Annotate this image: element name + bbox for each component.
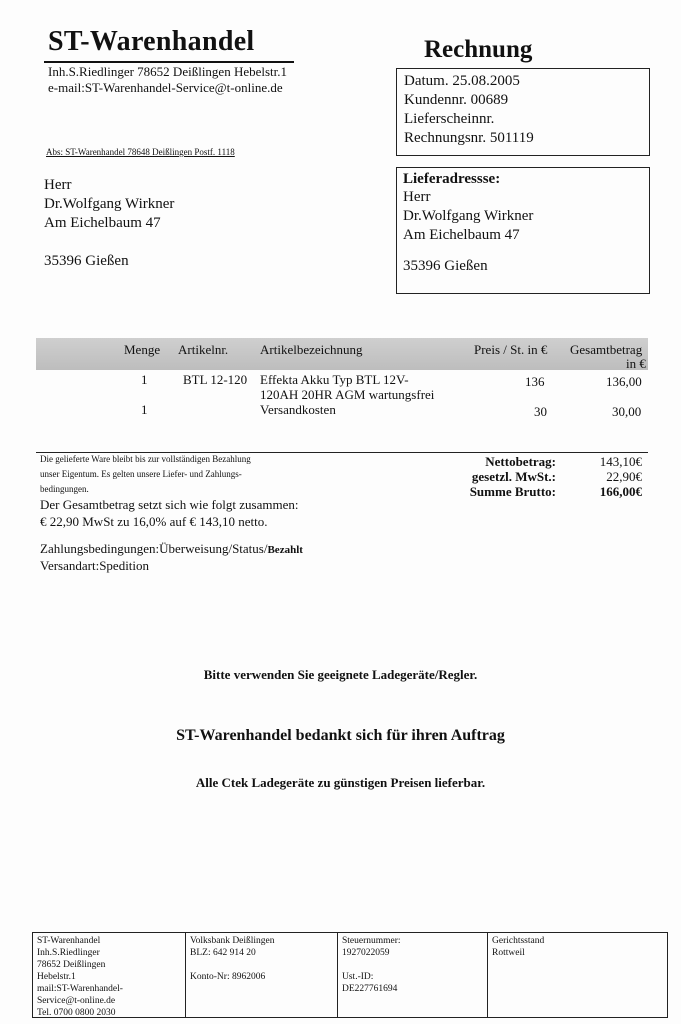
vat-id-label: Ust.-ID: [342, 972, 374, 982]
vat-row [440, 469, 646, 484]
row-description-line1: Versandkosten [260, 402, 336, 417]
invoice-title: Rechnung [424, 36, 533, 63]
delivery-street: Am Eichelbaum 47 [403, 227, 520, 243]
bank-blz: BLZ: 642 914 20 [190, 948, 256, 958]
footer-table [32, 932, 668, 1018]
col-unit-price: Preis / St. in € [474, 342, 548, 357]
delivery-salutation: Herr [403, 189, 431, 205]
ctek-message: Alle Ctek Ladegeräte zu günstigen Preisen lieferbar. [195, 775, 486, 790]
vat-value: 22,90€ [606, 469, 642, 484]
invoice-info-box [396, 68, 650, 156]
footer-bank [185, 933, 337, 1017]
gross-label: Summe Brutto: [469, 484, 556, 499]
footer-company [33, 933, 185, 1017]
net-row [440, 454, 646, 469]
net-value: 143,10€ [599, 454, 642, 469]
company-address-line: Inh.S.Riedlinger 78652 Deißlingen Hebelstr.1 [48, 64, 288, 79]
row-description-line2: 120AH 20HR AGM wartungsfrei [260, 387, 435, 402]
payment-label: Zahlungsbedingungen:Überweisung/Status/ [40, 541, 268, 556]
ownership-line-2: unser Eigentum. Es gelten unsere Liefer- und Zahlungs- [40, 469, 242, 479]
customer-number: Kundennr. 00689 [404, 92, 509, 108]
recipient-address [44, 176, 174, 271]
table-row [0, 402, 681, 422]
tax-breakdown [40, 496, 298, 530]
recipient-city: 35396 Gießen [44, 253, 129, 269]
company-name-underline [44, 61, 294, 63]
invoice-date: Datum. 25.08.2005 [404, 73, 520, 89]
row-total: 30,00 [612, 404, 642, 419]
company-name: ST-Warenhandel [48, 26, 255, 57]
footer-company-line: Service@t-online.de [37, 996, 116, 1006]
footer-company-line: ST-Warenhandel [37, 936, 101, 946]
ownership-line-1: Die gelieferte Ware bleibt bis zur vollständigen Bezahlung [40, 454, 251, 464]
vat-id: DE227761694 [342, 984, 398, 994]
footer-company-line: Inh.S.Riedlinger [37, 948, 100, 958]
shipping-method: Versandart:Spedition [40, 558, 150, 573]
sender-line: Abs: ST-Warenhandel 78648 Deißlingen Postf. 1118 [46, 147, 235, 157]
col-total: Gesamtbetrag [570, 342, 643, 357]
payment-terms [40, 541, 303, 558]
net-label: Nettobetrag: [485, 454, 556, 469]
gross-row [440, 484, 646, 499]
gross-value: 166,00€ [599, 484, 642, 499]
ownership-note [40, 452, 340, 497]
totals-block [440, 454, 646, 499]
row-quantity: 1 [141, 372, 148, 387]
court-location: Rottweil [492, 948, 525, 958]
footer-company-line: 78652 Deißlingen [37, 960, 106, 970]
recipient-name: Dr.Wolfgang Wirkner [44, 196, 175, 212]
delivery-name: Dr.Wolfgang Wirkner [403, 208, 534, 224]
items-table-header [36, 338, 648, 370]
footer-company-line: mail:ST-Warenhandel- [37, 984, 123, 994]
footer-company-line: Tel. 0700 0800 2030 [37, 1008, 116, 1018]
payment-info [40, 541, 303, 574]
company-address [48, 64, 287, 96]
delivery-address-box [396, 167, 650, 294]
col-quantity: Menge [124, 342, 161, 357]
recipient-street: Am Eichelbaum 47 [44, 215, 161, 231]
delivery-heading: Lieferadressse: [403, 171, 501, 187]
col-description: Artikelbezeichnung [260, 342, 363, 357]
invoice-number: Rechnungsnr. 501119 [404, 130, 534, 146]
charger-hint: Bitte verwenden Sie geeignete Ladegeräte/Regler. [203, 667, 478, 682]
tax-number: 1927022059 [342, 948, 390, 958]
tax-line-2: € 22,90 MwSt zu 16,0% auf € 143,10 netto. [40, 514, 268, 529]
thanks-message: ST-Warenhandel bedankt sich für ihren Auftrag [176, 727, 505, 744]
bank-name: Volksbank Deißlingen [190, 936, 275, 946]
row-quantity: 1 [141, 402, 148, 417]
company-email-line: e-mail:ST-Warenhandel-Service@t-online.de [48, 80, 283, 95]
footer-company-line: Hebelstr.1 [37, 972, 76, 982]
row-unit-price: 30 [534, 404, 547, 419]
col-total-unit: in € [626, 356, 646, 371]
delivery-note-number: Lieferscheinnr. [404, 111, 495, 127]
court-label: Gerichtsstand [492, 936, 545, 946]
row-unit-price: 136 [525, 374, 545, 389]
bank-account: Konto-Nr: 8962006 [190, 972, 266, 982]
row-total: 136,00 [606, 374, 642, 389]
tax-number-label: Steuernummer: [342, 936, 401, 946]
footer-court [487, 933, 667, 1017]
ownership-line-3: bedingungen. [40, 484, 89, 494]
delivery-city: 35396 Gießen [403, 258, 488, 274]
table-row [0, 372, 681, 402]
recipient-salutation: Herr [44, 177, 72, 193]
tax-line-1: Der Gesamtbetrag setzt sich wie folgt zusammen: [40, 497, 299, 512]
row-description-line1: Effekta Akku Typ BTL 12V- [260, 372, 409, 387]
footer-tax [337, 933, 487, 1017]
row-article-number: BTL 12-120 [183, 372, 248, 387]
vat-label: gesetzl. MwSt.: [471, 469, 556, 484]
col-article-number: Artikelnr. [178, 342, 229, 357]
payment-status: Bezahlt [267, 544, 303, 556]
